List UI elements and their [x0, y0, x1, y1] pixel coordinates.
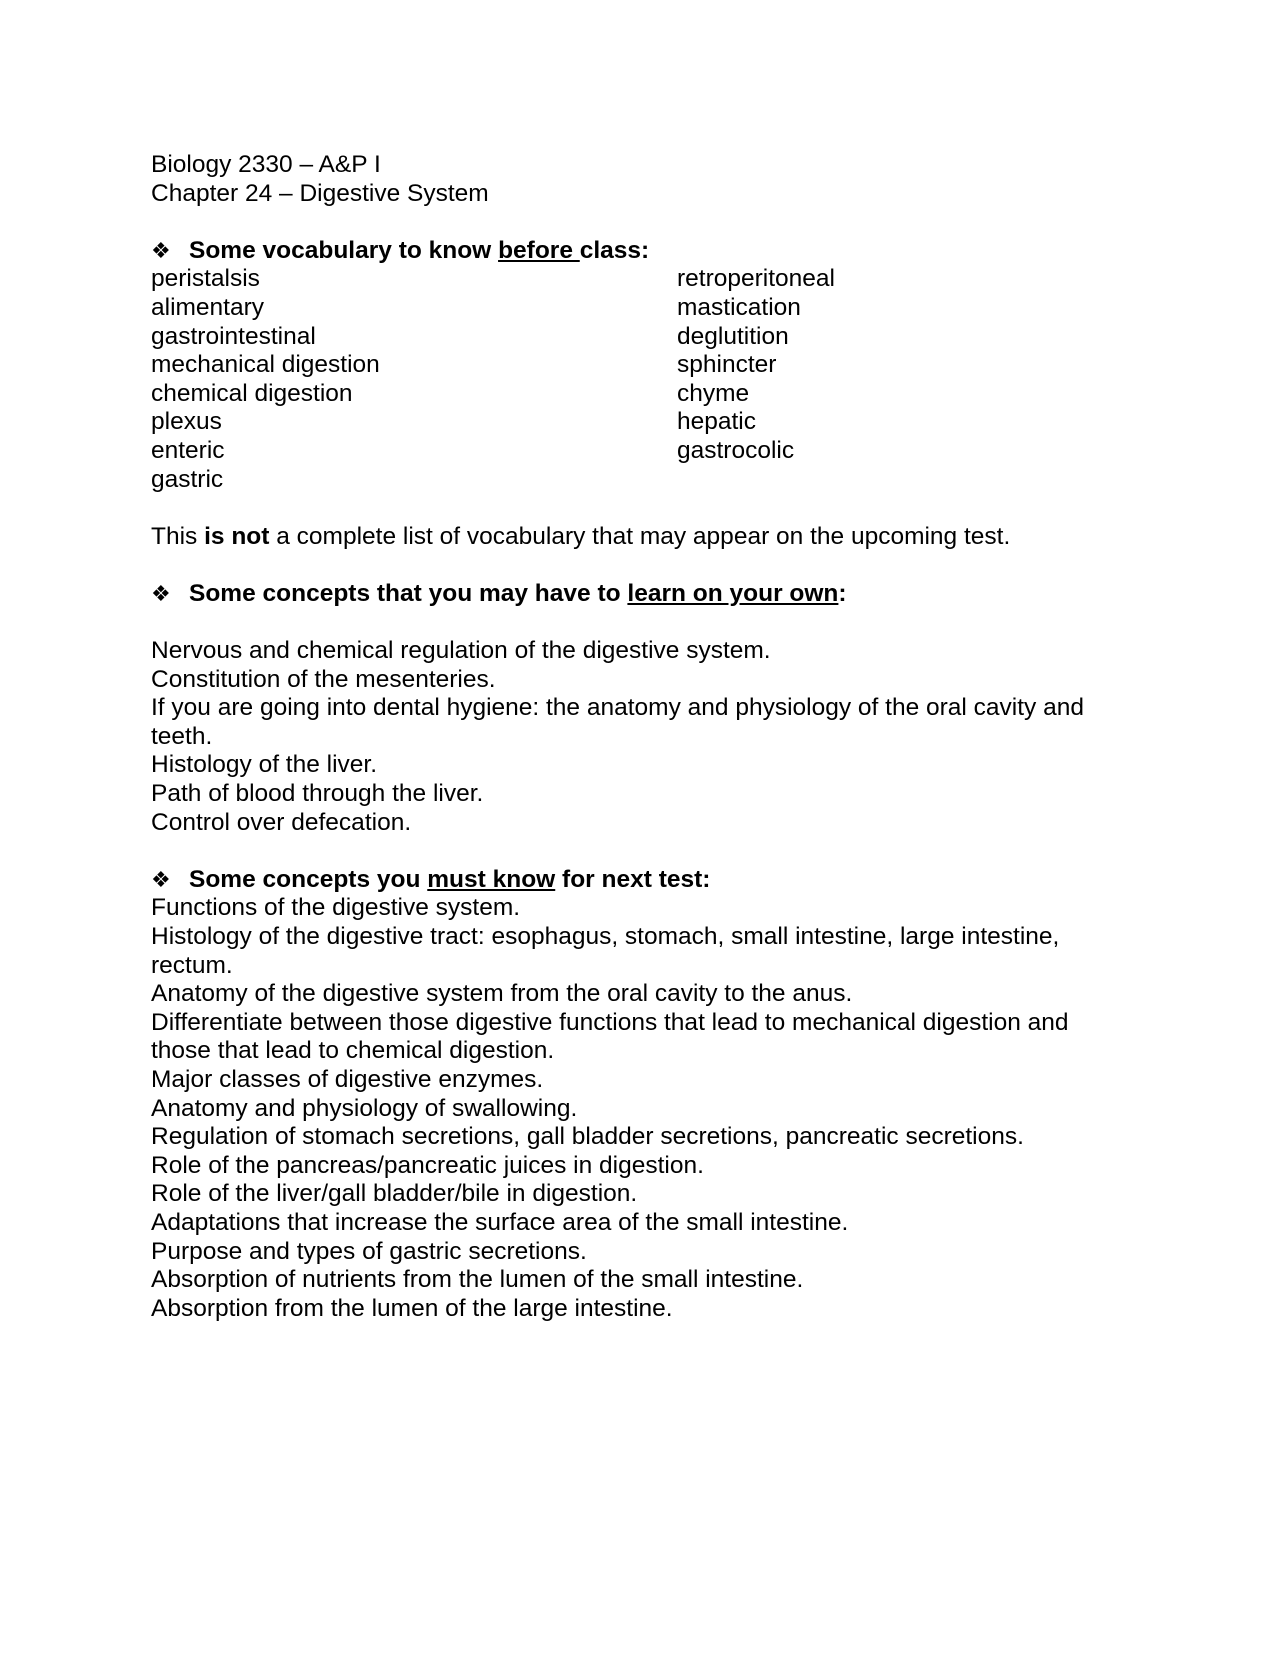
chapter-title: Chapter 24 – Digestive System [151, 179, 489, 207]
vocab-heading-emphasis: before [498, 236, 580, 264]
vocab-term: deglutition [677, 322, 789, 350]
list-item: Adaptations that increase the surface area of the small intestine. [151, 1208, 849, 1236]
vocab-term: mechanical digestion [151, 351, 380, 379]
own-concepts-list [151, 637, 1151, 837]
list-item: Constitution of the mesenteries. [151, 665, 496, 693]
vocab-heading-text: Some vocabulary to know [189, 236, 499, 264]
vocab-column-right [677, 265, 1151, 494]
list-item: Absorption of nutrients from the lumen of the small intestine. [151, 1266, 804, 1294]
must-concepts-list [151, 894, 1151, 1323]
list-item: Path of blood through the liver. [151, 780, 484, 808]
list-item: Regulation of stomach secretions, gall bladder secretions, pancreatic secretions. [151, 1123, 1024, 1151]
vocab-term: enteric [151, 436, 225, 464]
vocab-term: chemical digestion [151, 379, 353, 407]
vocab-term: gastrointestinal [151, 322, 316, 350]
list-item: Anatomy and physiology of swallowing. [151, 1094, 578, 1122]
diamond-bullet-icon: ❖ [151, 866, 171, 892]
vocab-term: gastrocolic [677, 436, 795, 464]
disclaimer [151, 523, 1151, 552]
vocab-term: hepatic [677, 408, 757, 436]
disclaimer-emphasis: is not [204, 522, 270, 550]
vocab-heading [151, 237, 1151, 266]
vocab-term: chyme [677, 379, 750, 407]
list-item: Purpose and types of gastric secretions. [151, 1237, 587, 1265]
list-item: Major classes of digestive enzymes. [151, 1066, 544, 1093]
own-heading-emphasis: learn on your own [627, 579, 839, 607]
list-item: Differentiate between those digestive functions that lead to mechanical digestion and those that lead to chemical digestion. [151, 1008, 1069, 1065]
list-item: Nervous and chemical regulation of the digestive system. [151, 637, 771, 665]
spacer [151, 837, 1151, 866]
must-heading-end: for next test: [555, 865, 711, 893]
own-heading [151, 580, 1151, 609]
vocab-term: alimentary [151, 293, 265, 321]
list-item: Absorption from the lumen of the large intestine. [151, 1294, 673, 1322]
list-item: If you are going into dental hygiene: the anatomy and physiology of the oral cavity and teeth. [151, 694, 1084, 750]
course-title: Biology 2330 – A&P I [151, 151, 381, 178]
must-heading-emphasis: must know [427, 865, 556, 893]
list-item: Role of the pancreas/pancreatic juices in digestion. [151, 1151, 704, 1179]
own-heading-text: Some concepts that you may have to [189, 579, 628, 607]
spacer [151, 494, 1151, 523]
vocab-list [151, 265, 1151, 494]
spacer [151, 609, 1151, 638]
vocab-term: gastric [151, 465, 224, 493]
list-item: Control over defecation. [151, 808, 412, 836]
must-heading [151, 866, 1151, 895]
disclaimer-start: This [151, 522, 205, 550]
own-heading-end: : [838, 579, 847, 607]
vocab-term: peristalsis [151, 265, 260, 293]
vocab-column-left [151, 265, 677, 494]
vocab-term: mastication [677, 293, 801, 321]
diamond-bullet-icon: ❖ [151, 237, 171, 263]
vocab-heading-end: class: [579, 236, 650, 264]
disclaimer-end: a complete list of vocabulary that may appear on the upcoming test. [269, 522, 1011, 550]
list-item: Anatomy of the digestive system from the oral cavity to the anus. [151, 980, 853, 1008]
list-item: Functions of the digestive system. [151, 894, 521, 922]
vocab-term: retroperitoneal [677, 265, 835, 293]
list-item: Role of the liver/gall bladder/bile in digestion. [151, 1180, 638, 1208]
vocab-term: sphincter [677, 351, 777, 379]
diamond-bullet-icon: ❖ [151, 580, 171, 606]
spacer [151, 208, 1151, 237]
list-item: Histology of the liver. [151, 751, 378, 779]
list-item: Histology of the digestive tract: esophagus, stomach, small intestine, large intestine, rectum. [151, 923, 1060, 979]
must-heading-text: Some concepts you [189, 865, 428, 893]
vocab-term: plexus [151, 408, 222, 436]
spacer [151, 551, 1151, 580]
document-page [151, 151, 1151, 1323]
